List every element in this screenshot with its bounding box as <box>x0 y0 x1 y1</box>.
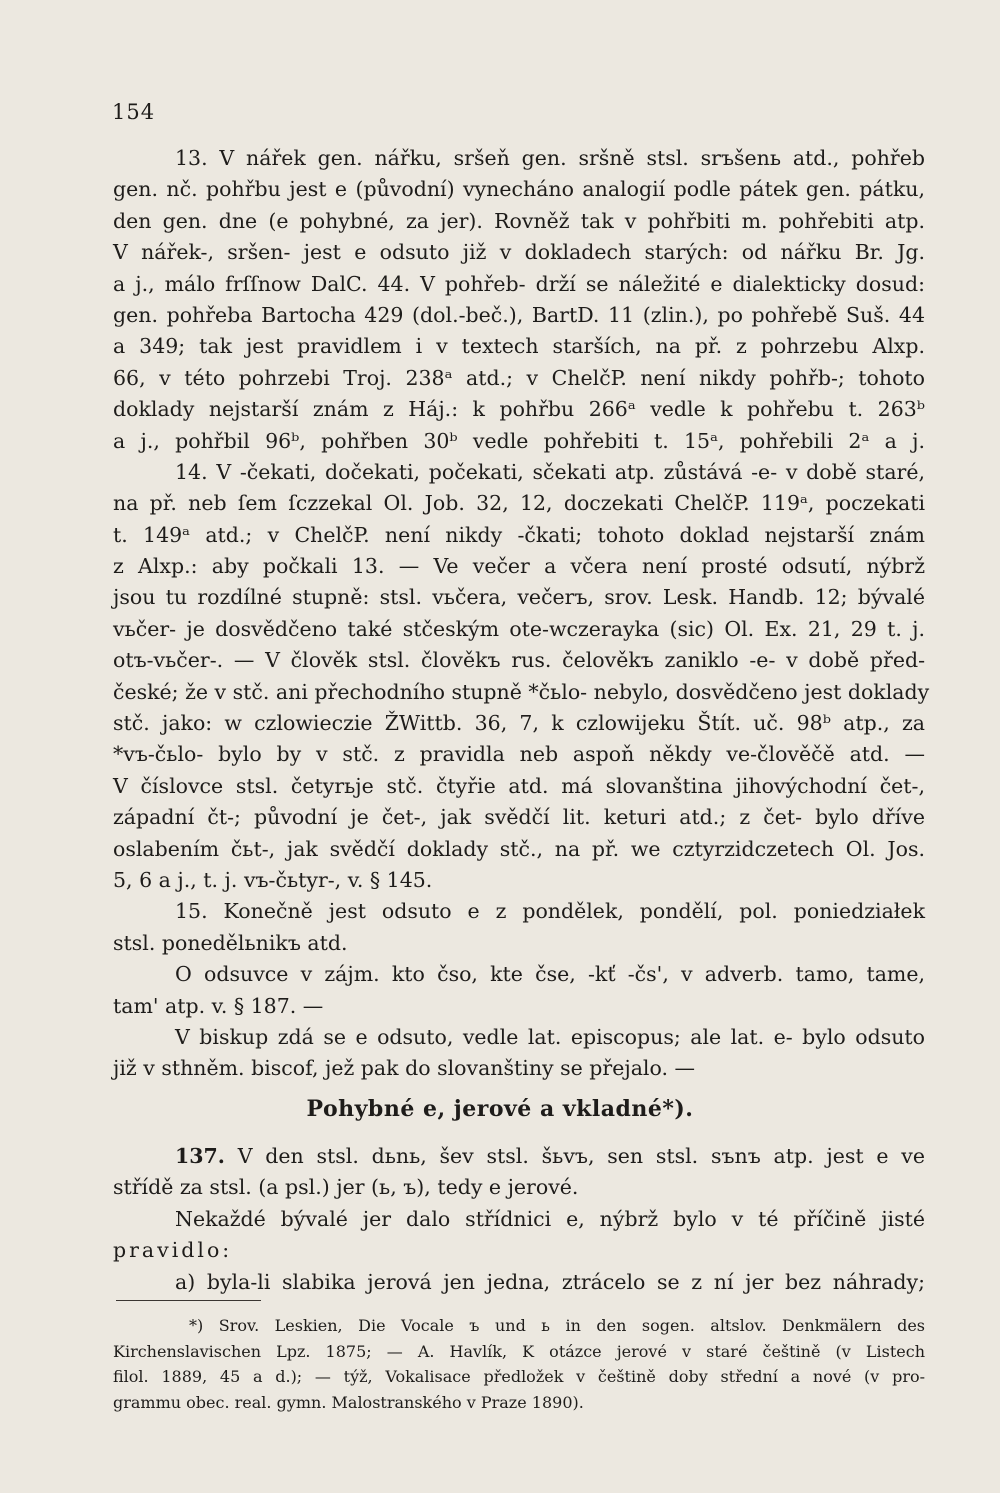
text-line: gen. nč. pohřbu jest e (původní) vynecháno analogií podle pátek gen. pátku, <box>113 177 925 202</box>
text-line: z Alxp.: aby počkali 13. — Ve večer a včera není prosté odsutí, nýbrž <box>113 554 925 579</box>
footnote-line: *) Srov. Leskien, Die Vocale ъ und ь in den sogen. altslov. Denkmälern des <box>189 1316 925 1335</box>
text-line: vьčer- je dosvědčeno také stčeským ote-wczerayka (sic) Ol. Ex. 21, 29 t. j. <box>113 616 925 641</box>
text-line: stsl. ponedělьnikъ atd. <box>113 930 348 955</box>
text-line: doklady nejstarší znám z Háj.: k pohřbu 266ᵃ vedle k pohřebu t. 263ᵇ <box>113 397 925 422</box>
text-line: střídě za stsl. (a psl.) jer (ь, ъ), tedy e jerové. <box>113 1175 579 1200</box>
text-line: a j., pohřbil 96ᵇ, pohřben 30ᵇ vedle pohřebiti t. 15ᵃ, pohřebili 2ᵃ a j. <box>113 428 925 453</box>
text-line: pravidlo: <box>113 1238 233 1263</box>
footnote <box>113 1313 925 1415</box>
section-137 <box>113 1141 925 1298</box>
text-line: *vъ-čьlo- bylo by v stč. z pravidla neb aspoň někdy ve-člověčě atd. — <box>113 742 925 767</box>
text-line: 66, v této pohrzebi Troj. 238ᵃ atd.; v ChelčP. není nikdy pohřb-; tohoto <box>113 365 925 390</box>
text-line: na př. neb ſem ſczzekal Ol. Job. 32, 12, doczekati ChelčP. 119ᵃ, poczekati <box>113 491 925 516</box>
text-line: den gen. dne (e pohybné, za jer). Rovněž tak v pohřbiti m. pohřebiti atp. <box>113 208 925 233</box>
text-line: Nekaždé bývalé jer dalo střídnici e, nýbrž bylo v té příčině jisté <box>175 1206 925 1231</box>
text-line: V biskup zdá se e odsuto, vedle lat. episcopus; ale lat. e- bylo odsuto <box>175 1024 925 1049</box>
footnote-line: Kirchenslavischen Lpz. 1875; — A. Havlík, K otázce jerové v staré češtině (v Listech <box>113 1341 925 1361</box>
text-line: tam' atp. v. § 187. — <box>113 993 324 1018</box>
text-line: t. 149ᵃ atd.; v ChelčP. není nikdy -čkati; tohoto doklad nejstarší znám <box>113 522 925 547</box>
text-line: a) byla-li slabika jerová jen jedna, ztrácelo se z ní jer bez náhrady; <box>175 1269 925 1294</box>
text-line: oslabením čьt-, jak svědčí doklady stč., na př. we cztyrzidczetech Ol. Jos. <box>113 836 925 861</box>
text-line: stč. jako: w czlowieczie ŽWittb. 36, 7, k czlowijeku Štít. uč. 98ᵇ atp., za <box>113 711 925 736</box>
text-line: otъ-vьčer-. — V člověk stsl. člověkъ rus. čelověkъ zaniklo -e- v době před- <box>113 648 925 673</box>
text-line: a 349; tak jest pravidlem i v textech starších, na př. z pohrzebu Alxp. <box>113 334 925 359</box>
text-line <box>113 1141 925 1172</box>
footnote-line: grammu obec. real. gymn. Malostranského v Praze 1890). <box>113 1392 584 1412</box>
text-line: V nářek-, sršen- jest e odsuto již v dokladech starých: od nářku Br. Jg. <box>113 240 925 265</box>
page-number: 154 <box>112 100 156 124</box>
text-line: 15. Konečně jest odsuto e z pondělek, pondělí, pol. poniedziałek <box>175 899 925 924</box>
text-run: V den stsl. dьnь, šev stsl. šьvъ, sen stsl. sъnъ atp. jest e ve <box>224 1144 925 1168</box>
text-line: V číslovce stsl. četyrьje stč. čtyřie atd. má slovanština jihovýchodní čet-, <box>113 773 925 798</box>
text-line: 14. V -čekati, dočekati, počekati, sčekati atp. zůstává -e- v době staré, <box>175 459 925 484</box>
text-line: jsou tu rozdílné stupně: stsl. vьčera, večerъ, srov. Lesk. Handb. 12; bývalé <box>113 585 925 610</box>
section-heading: Pohybné e, jerové a vkladné*). <box>306 1096 694 1122</box>
footnote-line: filol. 1889, 45 a d.); — týž, Vokalisace předložek v češtině doby střední a nové (v pro- <box>113 1367 925 1386</box>
text-line: české; že v stč. ani přechodního stupně *čьlo- nebylo, dosvědčeno jest doklady <box>113 679 930 704</box>
text-line: O odsuvce v zájm. kto čso, kte čse, -kť -čs', v adverb. tamo, tame, <box>175 962 925 987</box>
text-line: západní čt-; původní je čet-, jak svědčí lit. keturi atd.; z čet- bylo dříve <box>113 805 925 830</box>
section-number: 137. <box>175 1144 225 1168</box>
text-line: 13. V nářek gen. nářku, sršeň gen. sršně stsl. srъšenь atd., pohřeb <box>175 146 925 170</box>
text-line: již v sthněm. biscof, jež pak do slovanštiny se přejalo. — <box>113 1056 695 1081</box>
text-line: a j., málo frſſnow DalC. 44. V pohřeb- drží se náležité e dialekticky dosud: <box>113 271 925 296</box>
text-line: gen. pohřeba Bartocha 429 (dol.-beč.), BartD. 11 (zlin.), po pohřebě Suš. 44 <box>113 302 925 327</box>
text-line: 5, 6 a j., t. j. vъ-čьtyr-, v. § 145. <box>113 867 433 892</box>
footnote-divider <box>116 1300 261 1301</box>
body-text <box>113 143 930 1085</box>
